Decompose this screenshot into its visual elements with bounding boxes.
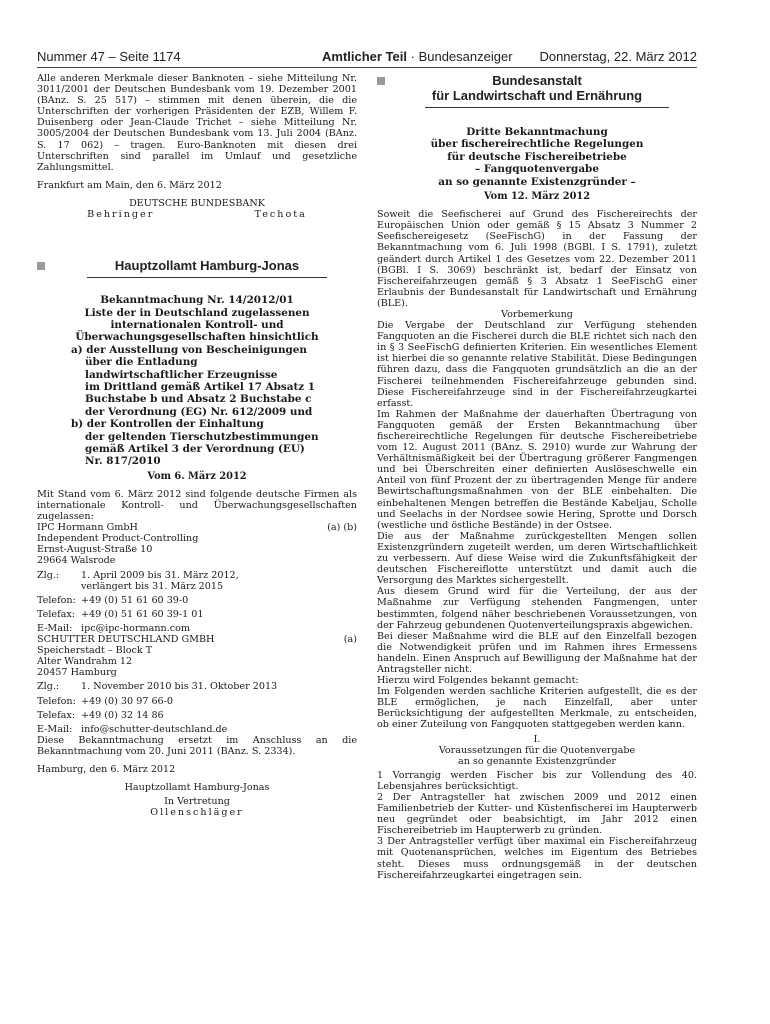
numbered-item: 2 Der Antragsteller hat zwischen 2009 und 2012 einen Familienbetrieb der Kutter- und Küstenfischerei im Haupterwerb neu gegründet oder beabsichtigt, im Jahr 2012 einen Fischereibetrieb im Haupterwerb zu gründen. — [377, 792, 697, 837]
list-b-line: gemäß Artikel 3 der Verordnung (EU) — [85, 443, 305, 455]
title-line: für deutsche Fischereibetriebe — [447, 150, 627, 163]
section-number: I. — [533, 733, 541, 745]
mail-link[interactable]: info@schutter-deutschland.de — [81, 723, 228, 735]
paragraph: Soweit die Seefischerei auf Grund des Fischereirechts der Europäischen Union oder gemäß § 15 Absatz 3 Nummer 2 Seefischereigesetz (SeeFischG) in der Fassung der Bekanntmachung vom 6. Juli 1998 (BGBl. I S. 1791), zuletzt geändert durch Artikel 1 des Gesetzes vom 22. Dezember 2011 (BGBl. I S. 3069) beschränkt ist, bedarf der Einsatz von Fischereifahrzeugen gemäß § 3 Absatz 1 SeeFischG einer Erlaubnis der Bundesanstalt für Landwirtschaft und Ernährung (BLE). — [377, 209, 697, 309]
title-line: Bekanntmachung Nr. 14/2012/01 — [100, 294, 294, 307]
title-line: Dritte Bekanntmachung — [466, 126, 608, 138]
authority-heading-right — [377, 73, 697, 108]
stand-paragraph: Mit Stand vom 6. März 2012 sind folgende deutsche Firmen als internationale Kontroll- und Überwachungsgesellschaften zugelassen: — [37, 488, 357, 523]
section-heading: Voraussetzungen für die Quotenvergabe — [438, 744, 636, 756]
zlg-label: Zlg.: — [37, 569, 60, 581]
firm-street: Alter Wandrahm 12 — [37, 656, 133, 668]
title-line: über fischereirechtliche Regelungen — [430, 138, 644, 151]
list-b-line: b) der Kontrollen der Einhaltung — [71, 418, 264, 431]
list-a-line: im Drittland gemäß Artikel 17 Absatz 1 — [85, 380, 316, 393]
authority-rule — [425, 107, 669, 108]
zlg-value: verlängert bis 31. März 2015 — [81, 580, 224, 592]
section-marker-icon — [37, 262, 45, 270]
section-bold: Amtlicher Teil — [322, 49, 408, 64]
right-column — [377, 73, 697, 881]
zlg-label: Zlg.: — [37, 681, 60, 693]
mail-link[interactable]: ipc@ipc-hormann.com — [81, 622, 191, 634]
authority-rule — [87, 277, 327, 278]
notice-title-right — [377, 126, 697, 188]
authority-heading — [37, 258, 357, 278]
notice-date: Vom 6. März 2012 — [147, 470, 247, 482]
firm-entry-2 — [37, 634, 357, 735]
signature-1: Behringer — [87, 209, 155, 221]
paragraph: Hierzu wird Folgendes bekannt gemacht: — [377, 675, 579, 687]
paragraph: Die Vergabe der Deutschland zur Verfügung stehenden Fangquoten an die Fischerei durch die BLE richtet sich nach den in § 3 SeeFischG definierten Kriterien. Ein wesentliches Element ist hierbei die so genannte relative Stabilität. Diese Bedingungen führen dazu, dass die Fangquoten grundsätzlich an die an der Fischerei teilnehmenden Fischereifahrzeuge gebunden sind. Diese Fischereifahrzeuge sind in der Fischereifahrzeugkartei erfasst. — [377, 320, 697, 409]
header-rule — [37, 67, 697, 68]
signature-org: Hauptzollamt Hamburg-Jonas — [124, 782, 270, 794]
zlg-value: 1. November 2010 bis 31. Oktober 2013 — [81, 681, 278, 693]
intro-paragraph: Alle anderen Merkmale dieser Banknoten – siehe Mitteilung Nr. 3011/2001 der Deutschen Bundesbank vom 19. Dezember 2001 (BAnz. S. 25 517) – stimmen mit denen überein, die die Unterschriften der vorherigen Präsidenten der EZB, Willem F. Duisenberg oder Jean-Claude Trichet – siehe Mitteilung Nr. 3005/2004 der Deutschen Bundesbank vom 13. Juli 2004 (BAnz. S. 17 062) – tragen. Euro-Banknoten mit diesen drei Unterschriften sind parallel im Umlauf und gesetzliche Zahlungsmittel. — [37, 73, 357, 173]
title-line: – Fangquotenvergabe — [475, 163, 599, 176]
list-b-line: der geltenden Tierschutzbestimmungen — [85, 430, 319, 443]
section-marker-icon — [377, 77, 385, 85]
paragraph: Im Folgenden werden sachliche Kriterien aufgestellt, die es der BLE ermöglichen, je nach Einzelfall, aber unter Berücksichtigung der aufgestellten Merkmale, zu entscheiden, ob einer Zuteilung von Fangquoten stattgegeben werden kann. — [377, 686, 697, 731]
title-line: an so genannte Existenzgründer – — [438, 175, 636, 188]
firm-city: 29664 Walsrode — [37, 555, 116, 567]
fax-label: Telefax: — [37, 709, 75, 721]
list-a-line: a) der Ausstellung von Bescheinigungen — [71, 343, 307, 356]
firm-entry-1 — [37, 522, 357, 634]
issue-date: Donnerstag, 22. März 2012 — [539, 49, 697, 64]
list-b-line: Nr. 817/2010 — [85, 455, 161, 468]
zlg-value: 1. April 2009 bis 31. März 2012, — [81, 569, 239, 581]
mail-label: E-Mail: — [37, 723, 73, 735]
authority-line-2: für Landwirtschaft und Ernährung — [431, 88, 643, 103]
notice-title — [37, 294, 357, 344]
firm-name: IPC Hormann GmbH — [37, 522, 138, 534]
paragraph: Im Rahmen der Maßnahme der dauerhaften Übertragung von Fangquoten gemäß der Ersten Bekanntmachung über fischereirechtliche Regelungen für deutsche Fischereibetriebe vom 12. August 2011 (BAnz. S. 2910) wurde zur Wahrung der Verhältnismäßigkeit bei der Übertragung größerer Fangmengen und bei Überschreiten einer definierten Auslöseschwelle ein Anteil von fünf Prozent der zu übertragenden Menge für andere Bewirtschaftungsmaßnahmen von der BLE einbehalten. Die einbehaltenen Mengen betreffen die Bestände Kabeljau, Scholle und Seelachs in der Nordsee sowie Hering, Sprotte und Dorsch (westliche und östliche Bestände) in der Ostsee. — [377, 408, 697, 531]
notice-list — [37, 344, 357, 468]
numbered-item: 3 Der Antragsteller verfügt über maximal ein Fischereifahrzeug mit Quotenansprüchen, welches im Eigentum des Betriebes steht. Dieses muss ordnungsgemäß in der deutschen Fischereifahrzeugkartei eingetragen sein. — [377, 836, 697, 881]
notice-date-right: Vom 12. März 2012 — [483, 191, 591, 203]
authority-name: Hauptzollamt Hamburg-Jonas — [114, 258, 300, 274]
preliminary-heading: Vorbemerkung — [501, 308, 573, 320]
title-line: internationalen Kontroll- und — [110, 318, 284, 331]
left-column — [37, 73, 357, 818]
paragraph: Bei dieser Maßnahme wird die BLE auf den Einzelfall bezogen die Notwendigkeit prüfen und im Rahmen ihres Ermessens handeln. Einen Anspruch auf Bewilligung der Maßnahme hat der Antragsteller nicht. — [377, 630, 697, 675]
mail-label: E-Mail: — [37, 622, 73, 634]
firm-street: Ernst-August-Straße 10 — [37, 544, 153, 556]
firm-flags: (a) — [343, 634, 357, 646]
signature-role: In Vertretung — [164, 796, 230, 808]
list-a-line: landwirtschaftlicher Erzeugnisse — [85, 368, 278, 381]
signature-row — [37, 209, 357, 220]
title-line: Liste der in Deutschland zugelassenen — [84, 306, 310, 319]
authority-line-1: Bundesanstalt — [492, 73, 582, 88]
firm-line: Speicherstadt – Block T — [37, 645, 153, 657]
section-publication: · Bundesanzeiger — [407, 49, 513, 64]
paragraph: Die aus der Maßnahme zurückgestellten Mengen sollen Existenzgründern zugeteilt werden, um deren Wirtschaftlichkeit zu verbessern. Auf diese Weise wird die Zukunftsfähigkeit der deutschen Fischereiflotte unterstützt und damit auch die Versorgung des Marktes sichergestellt. — [377, 530, 697, 587]
page-header — [37, 49, 697, 67]
fax-value: +49 (0) 32 14 86 — [81, 709, 164, 721]
signature-2: Techota — [254, 209, 307, 221]
numbered-item: 1 Vorrangig werden Fischer bis zur Vollendung des 40. Lebensjahres berücksichtigt. — [377, 769, 697, 792]
fax-label: Telefax: — [37, 608, 75, 620]
place-date-2: Hamburg, den 6. März 2012 — [37, 763, 176, 775]
tel-label: Telefon: — [37, 695, 76, 707]
firm-flags: (a) (b) — [327, 522, 357, 534]
signature-name: Ollenschläger — [150, 807, 244, 819]
section-heading: an so genannte Existenzgründer — [457, 755, 617, 767]
tel-value: +49 (0) 30 97 66-0 — [81, 695, 174, 707]
place-date: Frankfurt am Main, den 6. März 2012 — [37, 179, 222, 191]
firm-city: 20457 Hamburg — [37, 667, 117, 679]
tel-value: +49 (0) 51 61 60 39-0 — [81, 594, 189, 606]
firm-name: SCHUTTER DEUTSCHLAND GMBH — [37, 634, 215, 646]
firm-line: Independent Product-Controlling — [37, 533, 199, 545]
list-a-line: der Verordnung (EG) Nr. 612/2009 und — [85, 405, 313, 418]
paragraph: Aus diesem Grund wird für die Verteilung, der aus der Maßnahme zur Verfügung stehenden Fangmengen, unter bestimmten, folgend näher beschriebenen Voraussetzungen, von der Fahrzeug gebundenen Quotenverteilungspraxis abgewichen. — [377, 586, 697, 631]
tel-label: Telefon: — [37, 594, 76, 606]
list-a-line: Buchstabe b und Absatz 2 Buchstabe c — [85, 393, 312, 406]
bank-name: DEUTSCHE BUNDESBANK — [129, 197, 265, 209]
fax-value: +49 (0) 51 61 60 39-1 01 — [81, 608, 204, 620]
title-line: Überwachungsgesellschaften hinsichtlich — [75, 331, 319, 344]
issue-number: Nummer 47 – Seite 1174 — [37, 49, 181, 64]
ersetzt-paragraph: Diese Bekanntmachung ersetzt im Anschluss an die Bekanntmachung vom 20. Juni 2011 (BAnz. S. 2334). — [37, 734, 357, 757]
section-label — [322, 49, 513, 64]
list-a-line: über die Entladung — [85, 356, 198, 369]
